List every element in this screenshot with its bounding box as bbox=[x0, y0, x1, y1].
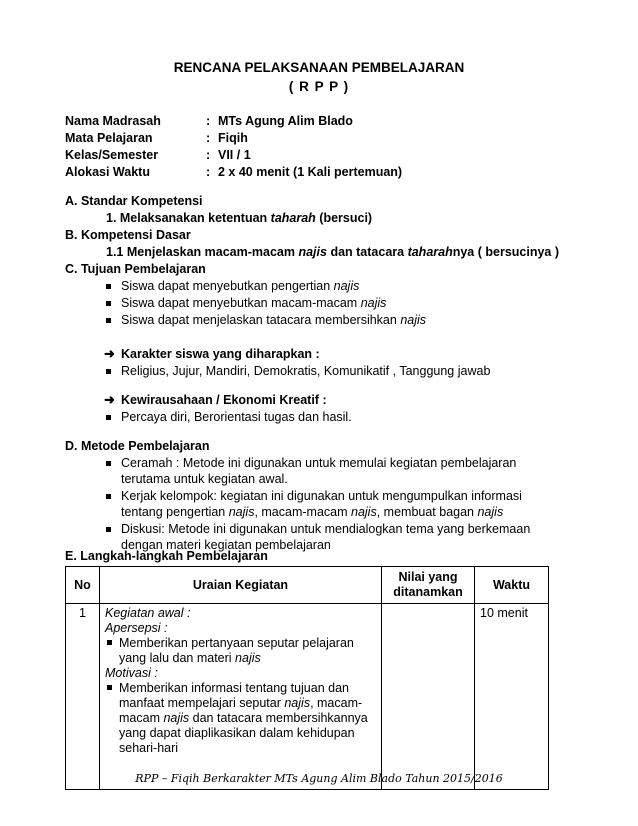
info-value: Fiqih bbox=[218, 131, 248, 145]
section-a-heading: A. Standar Kompetensi bbox=[65, 194, 203, 208]
bullet-square-icon bbox=[106, 527, 111, 532]
info-label: Alokasi Waktu bbox=[65, 165, 150, 179]
bullet-square-icon bbox=[106, 494, 111, 499]
method-item-cont: terutama untuk kegiatan awal. bbox=[121, 472, 288, 486]
section-a-item: 1. Melaksanakan ketentuan taharah (bersuci) bbox=[106, 211, 373, 225]
bullet-square-icon bbox=[107, 640, 112, 645]
page-footer: RPP – Fiqih Berkarakter MTs Agung Alim Blado Tahun 2015/2016 bbox=[135, 772, 503, 785]
section-c-heading: C. Tujuan Pembelajaran bbox=[65, 262, 206, 276]
info-value: MTs Agung Alim Blado bbox=[218, 114, 353, 128]
goal-item: Siswa dapat menyebutkan macam-macam najis bbox=[121, 296, 387, 310]
section-e-heading: E. Langkah-langkah Pembelajaran bbox=[65, 549, 268, 563]
table-header-row bbox=[66, 567, 549, 604]
document-subtitle: ( R P P ) bbox=[288, 79, 350, 94]
bullet-square-icon bbox=[106, 415, 111, 420]
bullet-square-icon bbox=[106, 301, 111, 306]
section-b-heading: B. Kompetensi Dasar bbox=[65, 228, 191, 242]
table-row bbox=[66, 604, 549, 790]
karakter-heading: Karakter siswa yang diharapkan : bbox=[121, 347, 320, 361]
info-value: VII / 1 bbox=[218, 148, 251, 162]
method-item: Ceramah : Metode ini digunakan untuk memulai kegiatan pembelajaran bbox=[121, 456, 517, 470]
arrow-right-icon: ➜ bbox=[104, 346, 115, 361]
bullet-square-icon bbox=[107, 685, 112, 690]
col-header-no: No bbox=[66, 567, 100, 604]
info-label: Mata Pelajaran bbox=[65, 131, 153, 145]
kewirausahaan-item: Percaya diri, Berorientasi tugas dan hasil. bbox=[121, 410, 352, 424]
row-waktu: 10 menit bbox=[475, 604, 549, 790]
section-d-heading: D. Metode Pembelajaran bbox=[65, 439, 210, 453]
info-colon: : bbox=[206, 131, 211, 145]
row-no: 1 bbox=[66, 604, 100, 790]
row-nilai bbox=[382, 604, 475, 790]
method-item: Diskusi: Metode ini digunakan untuk mendialogkan tema yang berkemaan bbox=[121, 522, 531, 536]
karakter-item: Religius, Jujur, Mandiri, Demokratis, Komunikatif , Tanggung jawab bbox=[121, 364, 491, 378]
section-b-item: 1.1 Menjelaskan macam-macam najis dan tatacara taharahnya ( bersucinya ) bbox=[106, 245, 560, 259]
goal-item: Siswa dapat menyebutkan pengertian najis bbox=[121, 279, 360, 293]
steps-table bbox=[65, 566, 549, 790]
method-item: Kerjak kelompok: kegiatan ini digunakan untuk mengumpulkan informasi bbox=[121, 489, 522, 503]
info-colon: : bbox=[206, 165, 211, 179]
arrow-right-icon: ➜ bbox=[104, 392, 115, 407]
col-header-uraian: Uraian Kegiatan bbox=[100, 567, 382, 604]
info-colon: : bbox=[206, 148, 211, 162]
bullet-square-icon bbox=[106, 369, 111, 374]
goal-item: Siswa dapat menjelaskan tatacara membersihkan najis bbox=[121, 313, 427, 327]
kewirausahaan-heading: Kewirausahaan / Ekonomi Kreatif : bbox=[121, 393, 327, 407]
document-title: RENCANA PELAKSANAAN PEMBELAJARAN bbox=[173, 60, 465, 75]
col-header-waktu: Waktu bbox=[475, 567, 549, 604]
info-colon: : bbox=[206, 114, 211, 128]
row-uraian: Kegiatan awal : Apersepsi : Memberikan pertanyaan seputar pelajaran yang lalu dan materi najis Motivasi : Memberikan informasi tentang tujuan dan manfaat mempelajari seputar najis, macam- macam najis dan tatacara membersihkannya yang dapat diaplikasikan dalam kehidupan sehari-hari bbox=[100, 604, 382, 790]
method-item-cont: dengan materi kegiatan pembelajaran bbox=[121, 538, 331, 552]
info-label: Kelas/Semester bbox=[65, 148, 159, 162]
bullet-square-icon bbox=[106, 284, 111, 289]
info-label: Nama Madrasah bbox=[65, 114, 161, 128]
bullet-square-icon bbox=[106, 318, 111, 323]
info-value: 2 x 40 menit (1 Kali pertemuan) bbox=[218, 165, 403, 179]
method-item-cont: tentang pengertian najis, macam-macam najis, membuat bagan najis bbox=[121, 505, 504, 519]
col-header-nilai: Nilai yang ditanamkan bbox=[382, 567, 475, 604]
bullet-square-icon bbox=[106, 461, 111, 466]
